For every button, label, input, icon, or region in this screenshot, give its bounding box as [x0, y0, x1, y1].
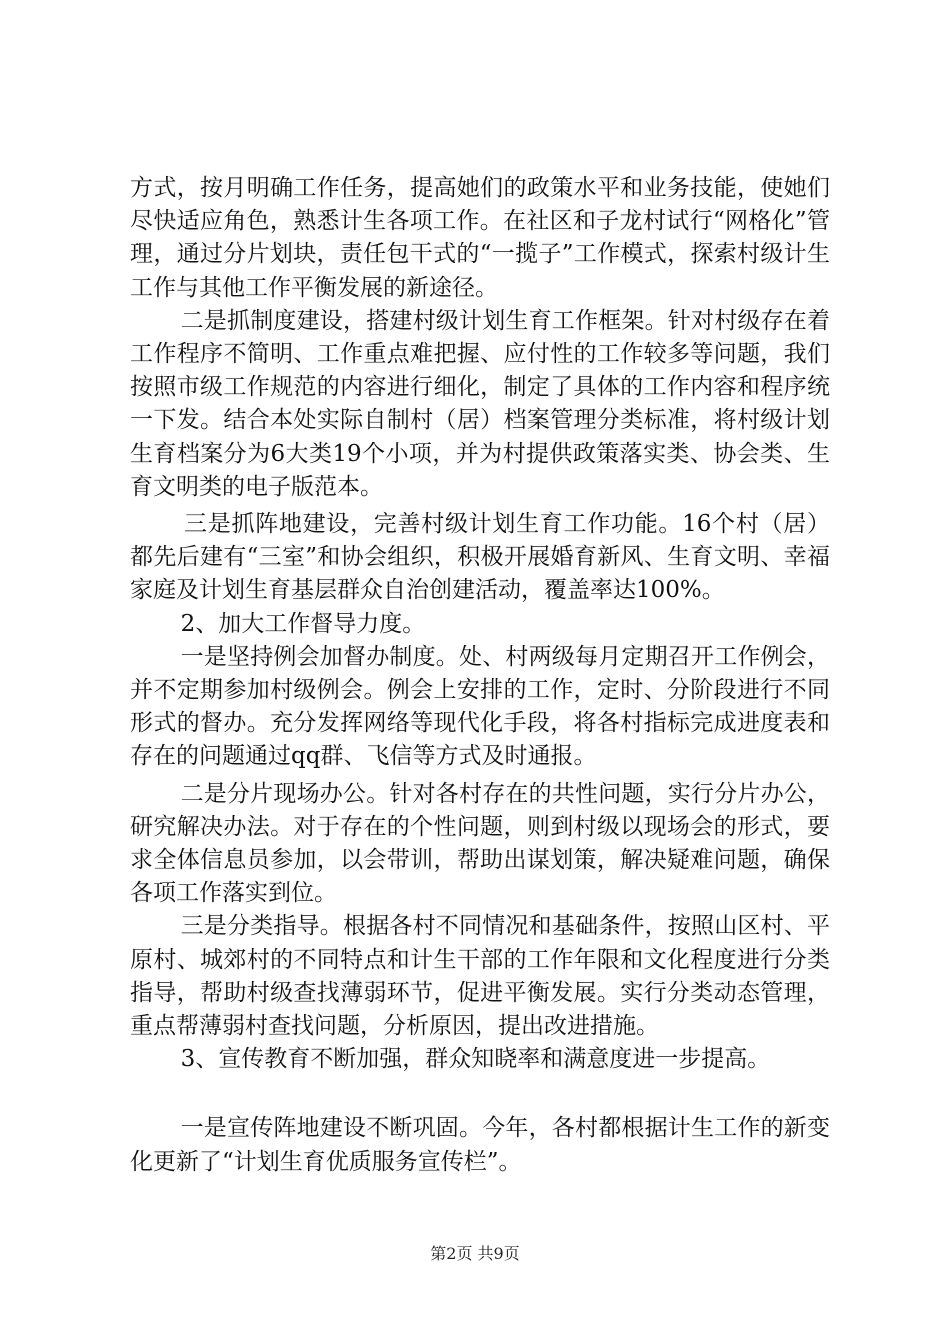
paragraph-continuation: 方式，按月明确工作任务，提高她们的政策水平和业务技能，使她们尽快适应角色，熟悉计生各项工作。在社区和子龙村试行“网格化”管理，通过分片划块，责任包干式的“一揽子”工作模式，探索村级计生工作与其他工作平衡发展的新途径。	[130, 175, 830, 301]
page-number-footer: 第2页 共9页	[430, 1244, 520, 1263]
paragraph-regular-meetings: 一是坚持例会加督办制度。处、村两级每月定期召开工作例会，并不定期参加村级例会。例会上安排的工作，定时、分阶段进行不同形式的督办。充分发挥网络等现代化手段，将各村指标完成进度表和存在的问题通过qq群、飞信等方式及时通报。	[130, 643, 830, 770]
paragraph-publicity-base: 一是宣传阵地建设不断巩固。今年，各村都根据计生工作的新变化更新了“计划生育优质服务宣传栏”。	[130, 1115, 830, 1175]
paragraph-base-building: 三是抓阵地建设，完善村级计划生育工作功能。16个村（居）都先后建有“三室”和协会组织，积极开展婚育新风、生育文明、幸福家庭及计划生育基层群众自治创建活动，覆盖率达100%。	[130, 511, 830, 604]
paragraph-onsite-office: 二是分片现场办公。针对各村存在的共性问题，实行分片办公，研究解决办法。对于存在的个性问题，则到村级以现场会的形式，要求全体信息员参加，以会带训，帮助出谋划策，解决疑难问题，确保各项工作落实到位。	[130, 780, 830, 907]
section-heading-supervision: 2、加大工作督导力度。	[180, 610, 426, 637]
paragraph-system-building: 二是抓制度建设，搭建村级计划生育工作框架。针对村级存在着工作程序不简明、工作重点难把握、应付性的工作较多等问题，我们按照市级工作规范的内容进行细化，制定了具体的工作内容和程序统一下发。结合本处实际自制村（居）档案管理分类标准，将村级计划生育档案分为6大类19个小项，并为村提供政策落实类、协会类、生育文明类的电子版范本。	[130, 307, 830, 500]
paragraph-classified-guidance: 三是分类指导。根据各村不同情况和基础条件，按照山区村、平原村、城郊村的不同特点和计生干部的工作年限和文化程度进行分类指导，帮助村级查找薄弱环节，促进平衡发展。实行分类动态管理，重点帮薄弱村查找问题，分析原因，提出改进措施。	[130, 913, 830, 1040]
section-heading-publicity: 3、宣传教育不断加强，群众知晓率和满意度进一步提高。	[180, 1046, 771, 1073]
document-body	[130, 172, 830, 1179]
